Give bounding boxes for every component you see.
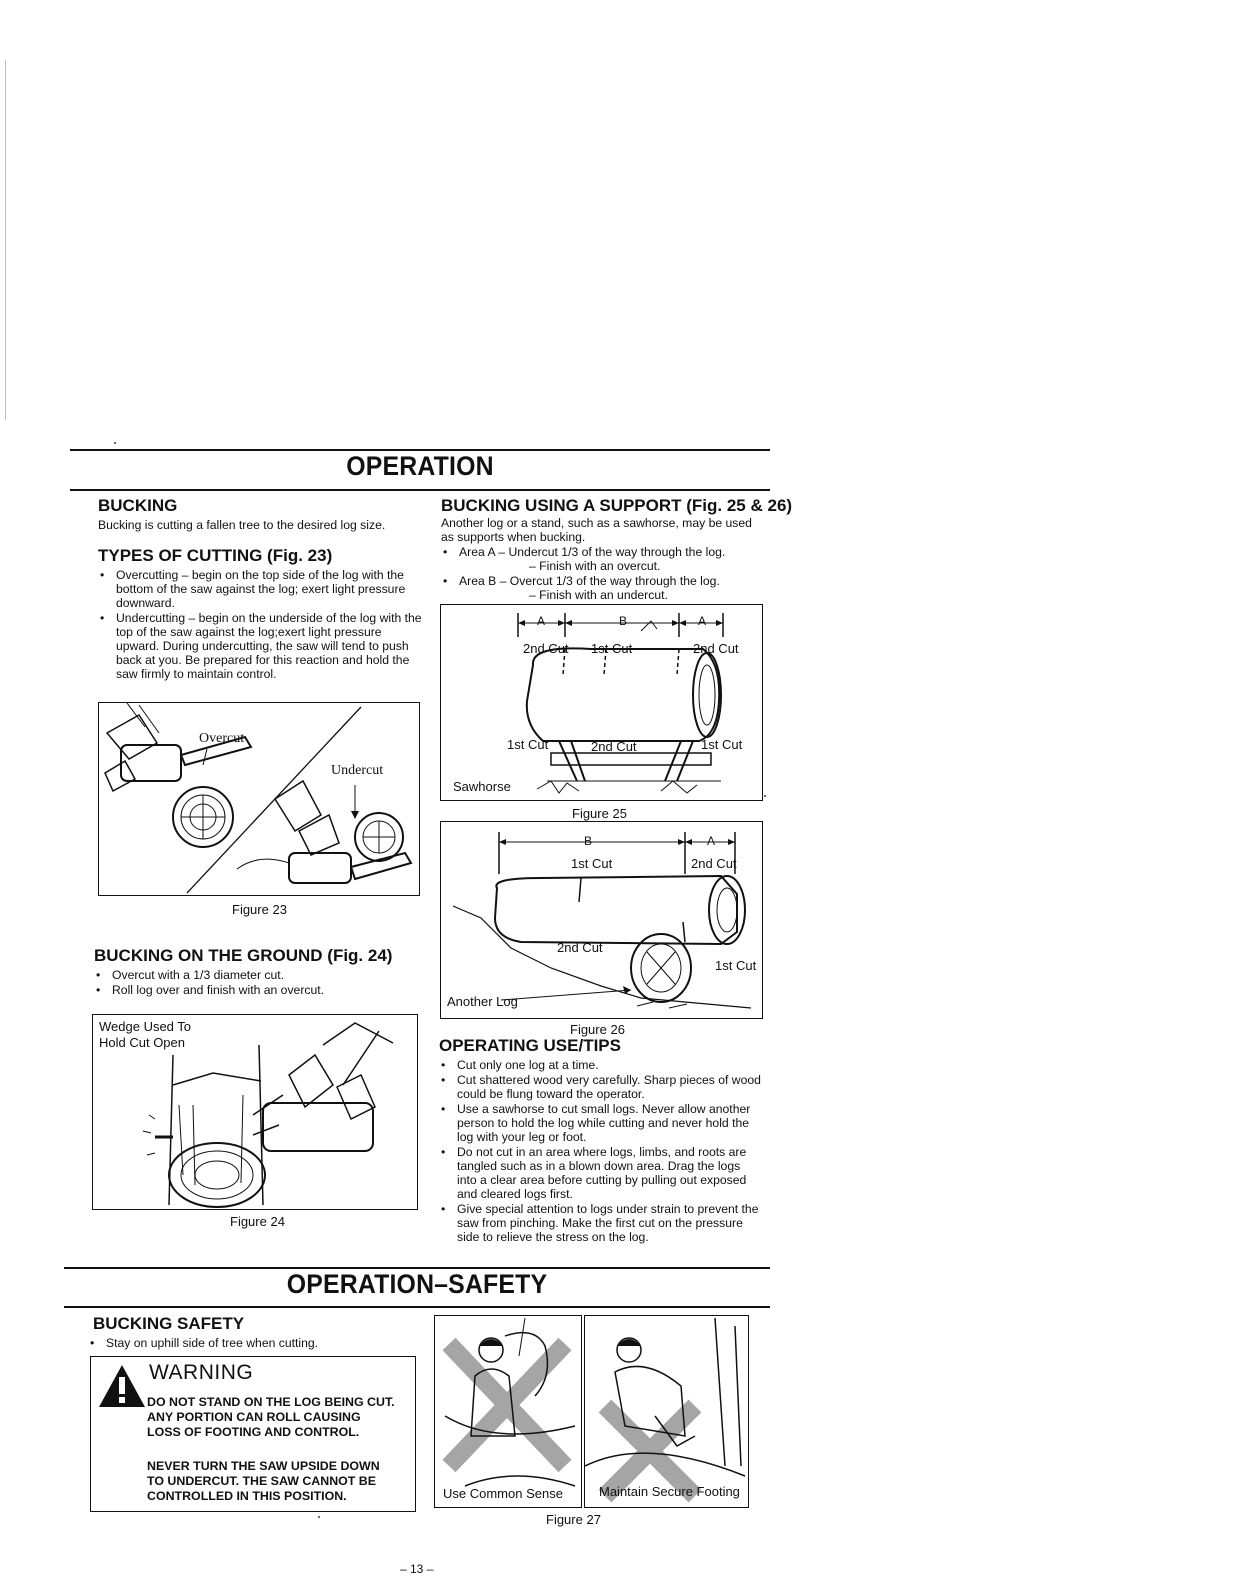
figure-27-right-illustration [585,1316,748,1507]
bucking-safety-heading: BUCKING SAFETY [93,1314,245,1333]
operating-tips-heading: OPERATING USE/TIPS [439,1036,621,1055]
bucking-ground-list [94,968,424,998]
fig26-b: B [584,834,593,848]
operating-tips-list [439,1058,763,1245]
figure-25-frame [440,604,763,801]
area-a-sub: – Finish with an overcut. [529,559,661,573]
wedge-label-line1: Wedge Used To [99,1019,192,1034]
undercut-label: Undercut [331,763,384,778]
figure-25-illustration [441,605,762,800]
warning-para-2: NEVER TURN THE SAW UPSIDE DOWN TO UNDERCUT. THE SAW CANNOT BE CONTROLLED IN THIS POSITION. [147,1459,380,1503]
figure-27-right-panel [584,1315,749,1508]
scan-edge-line [5,60,6,420]
maintain-secure-footing-label: Maintain Secure Footing [599,1484,740,1499]
figure-27-left-illustration [435,1316,581,1507]
use-common-sense-label: Use Common Sense [443,1486,563,1501]
warning-heading: WARNING [149,1361,254,1384]
safety-title: OPERATION–SAFETY [286,1269,548,1299]
figure-23-caption: Figure 23 [232,902,287,917]
figure-26-illustration [441,822,762,1018]
list-item: • Roll log over and finish with an overcut. [94,983,424,997]
bucking-heading: BUCKING [98,496,178,515]
another-log-label: Another Log [447,994,518,1009]
fig25-2nd-cut-bottom: 2nd Cut [591,739,637,754]
fig25-b: B [619,614,628,628]
figure-26-caption: Figure 26 [570,1022,625,1037]
fig26-2nd-cut-top: 2nd Cut [691,856,737,871]
safety-bottom-rule [64,1306,770,1308]
figure-27-left-panel [434,1315,582,1508]
list-item: • Use a sawhorse to cut small logs. Never allow another person to hold the log while cutting and never hold the log with your leg or foot. [439,1102,763,1144]
fig25-2nd-cut-right: 2nd Cut [693,641,739,656]
figure-24-frame [92,1014,418,1210]
operation-bottom-rule [70,489,770,491]
area-a-text: Area A – Undercut 1/3 of the way through the log. [459,545,726,559]
figure-24-caption: Figure 24 [230,1214,285,1229]
list-item: • Undercutting – begin on the underside of the log with the top of the saw against the log;exert light pressure upward. During undercutting, the saw will tend to push back at you. Be prepared for this reaction and hold the saw firmly to maintain control. [98,611,424,681]
support-areas-list [441,545,767,603]
overcut-label: Overcut [199,731,245,746]
warning-triangle-icon [97,1363,147,1409]
fig25-2nd-cut-left: 2nd Cut [523,641,569,656]
list-item [441,545,767,573]
fig25-1st-cut-right: 1st Cut [701,737,743,752]
list-item: • Stay on uphill side of tree when cutting. [88,1336,408,1350]
fig26-1st-cut-top: 1st Cut [571,856,613,871]
types-of-cutting-list [98,568,424,682]
list-item: • Overcutting – begin on the top side of the log with the bottom of the saw against the log; exert light pressure downward. [98,568,424,610]
figure-26-frame [440,821,763,1019]
operation-title: OPERATION [346,451,494,481]
fig25-a-left: A [537,614,546,628]
figure-23-illustration [99,703,419,895]
wedge-label-line2: Hold Cut Open [99,1035,185,1050]
figure-27-caption: Figure 27 [546,1512,601,1527]
warning-box [90,1356,416,1512]
bucking-text: Bucking is cutting a fallen tree to the desired log size. [98,518,386,532]
sawhorse-label: Sawhorse [453,779,511,794]
fig26-1st-cut-right: 1st Cut [715,958,757,973]
scan-speck [318,1516,320,1518]
list-item: • Give special attention to logs under strain to prevent the saw from pinching. Make the first cut on the pressure side to relieve the stress on the log. [439,1202,763,1244]
fig25-1st-cut-left: 1st Cut [507,737,549,752]
fig25-a-right: A [698,614,707,628]
scan-speck [764,795,766,797]
bucking-ground-heading: BUCKING ON THE GROUND (Fig. 24) [94,946,393,965]
warning-para-1: DO NOT STAND ON THE LOG BEING CUT. ANY PORTION CAN ROLL CAUSING LOSS OF FOOTING AND CONTROL. [147,1395,395,1439]
types-of-cutting-heading: TYPES OF CUTTING (Fig. 23) [98,546,333,565]
list-item [441,574,767,602]
list-item: • Cut shattered wood very carefully. Sharp pieces of wood could be flung toward the operator. [439,1073,763,1101]
fig26-2nd-cut-bottom: 2nd Cut [557,940,603,955]
figure-23-frame [98,702,420,896]
list-item: • Cut only one log at a time. [439,1058,763,1072]
figure-25-caption: Figure 25 [572,806,627,821]
page-number: – 13 – [400,1562,434,1576]
bucking-support-text: Another log or a stand, such as a sawhorse, may be used as supports when bucking. [441,516,752,544]
area-b-text: Area B – Overcut 1/3 of the way through the log. [459,574,720,588]
list-item: • Overcut with a 1/3 diameter cut. [94,968,424,982]
fig26-a: A [707,834,716,848]
bucking-safety-list [88,1336,408,1351]
bucking-support-heading: BUCKING USING A SUPPORT (Fig. 25 & 26) [441,496,793,515]
fig25-1st-cut-top: 1st Cut [591,641,633,656]
area-b-sub: – Finish with an undercut. [529,588,668,602]
scan-speck [114,442,116,444]
list-item: • Do not cut in an area where logs, limbs, and roots are tangled such as in a blown down area. Drag the logs into a clear area before cutting by pulling out exposed and cleared logs first. [439,1145,763,1201]
